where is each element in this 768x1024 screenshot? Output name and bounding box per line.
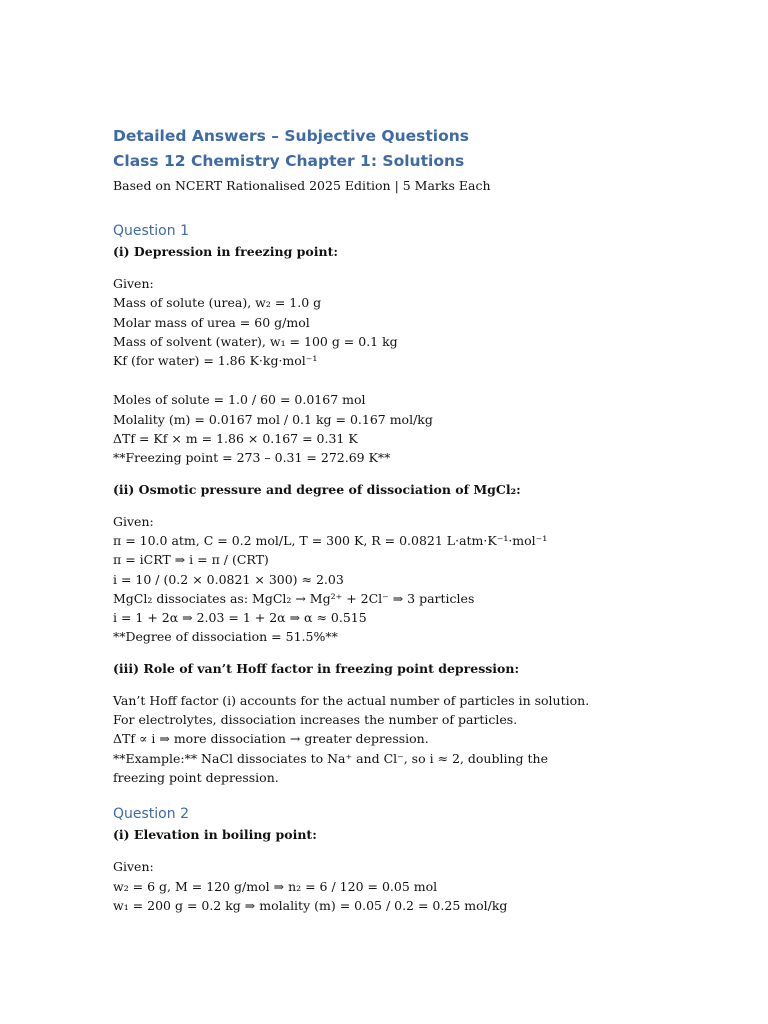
q1-part1-calc-line: Molality (m) = 0.0167 mol / 0.1 kg = 0.167 mol/kg [113, 411, 433, 427]
q2-part1-heading: (i) Elevation in boiling point: [113, 827, 317, 843]
q2-part1-line: w₁ = 200 g = 0.2 kg ⇒ molality (m) = 0.05 / 0.2 = 0.25 mol/kg [113, 897, 508, 913]
q1-part1-given-line: Kf (for water) = 1.86 K·kg·mol⁻¹ [113, 353, 318, 369]
q1-part3-line: For electrolytes, dissociation increases the number of particles. [113, 712, 518, 728]
q1-part2-line: MgCl₂ dissociates as: MgCl₂ → Mg²⁺ + 2Cl⁻ ⇒ 3 particles [113, 590, 475, 606]
question-1-heading: Question 1 [113, 223, 189, 239]
q1-part2-line: π = iCRT ⇒ i = π / (CRT) [113, 552, 269, 568]
q1-part1-given-line: Molar mass of urea = 60 g/mol [113, 314, 310, 330]
q1-part2-line: π = 10.0 atm, C = 0.2 mol/L, T = 300 K, R = 0.0821 L·atm·K⁻¹·mol⁻¹ [113, 532, 548, 548]
document-page [113, 124, 713, 915]
q1-part3-example: **Example:** NaCl dissociates to Na⁺ and Cl⁻, so i ≈ 2, doubling the freezing point depression. [113, 750, 548, 785]
q1-part3-heading: (iii) Role of van’t Hoff factor in freezing point depression: [113, 660, 520, 676]
q1-part2-line: i = 1 + 2α ⇒ 2.03 = 1 + 2α ⇒ α ≈ 0.515 [113, 610, 367, 626]
q1-part1-given-line: Mass of solvent (water), w₁ = 100 g = 0.1 kg [113, 333, 398, 349]
q1-part1-given-line: Mass of solute (urea), w₂ = 1.0 g [113, 295, 322, 311]
q1-part3-line: Van’t Hoff factor (i) accounts for the actual number of particles in solution. [113, 692, 590, 708]
document-chapter-title: Class 12 Chemistry Chapter 1: Solutions [113, 152, 465, 170]
q1-part1-given-label: Given: [113, 276, 154, 291]
q2-part1-given-label: Given: [113, 859, 154, 875]
q1-part1-calc-line: Moles of solute = 1.0 / 60 = 0.0167 mol [113, 392, 366, 408]
document-subtitle: Based on NCERT Rationalised 2025 Edition | 5 Marks Each [113, 178, 491, 193]
q1-part1-calc-line: ΔTf = Kf × m = 1.86 × 0.167 = 0.31 K [113, 431, 358, 447]
q1-part2-result: **Degree of dissociation = 51.5%** [113, 629, 338, 645]
question-2-heading: Question 2 [113, 806, 189, 823]
q2-part1-line: w₂ = 6 g, M = 120 g/mol ⇒ n₂ = 6 / 120 = 0.05 mol [113, 878, 438, 894]
q1-part2-heading: (ii) Osmotic pressure and degree of dissociation of MgCl₂: [113, 481, 521, 497]
document-title: Detailed Answers – Subjective Questions [113, 127, 470, 145]
q1-part1-heading: (i) Depression in freezing point: [113, 244, 338, 259]
q1-part2-given-label: Given: [113, 513, 154, 529]
q1-part1-result: **Freezing point = 273 – 0.31 = 272.69 K** [113, 450, 391, 466]
q1-part3-line: ΔTf ∝ i ⇒ more dissociation → greater depression. [113, 731, 429, 747]
q1-part2-line: i = 10 / (0.2 × 0.0821 × 300) ≈ 2.03 [113, 571, 344, 587]
